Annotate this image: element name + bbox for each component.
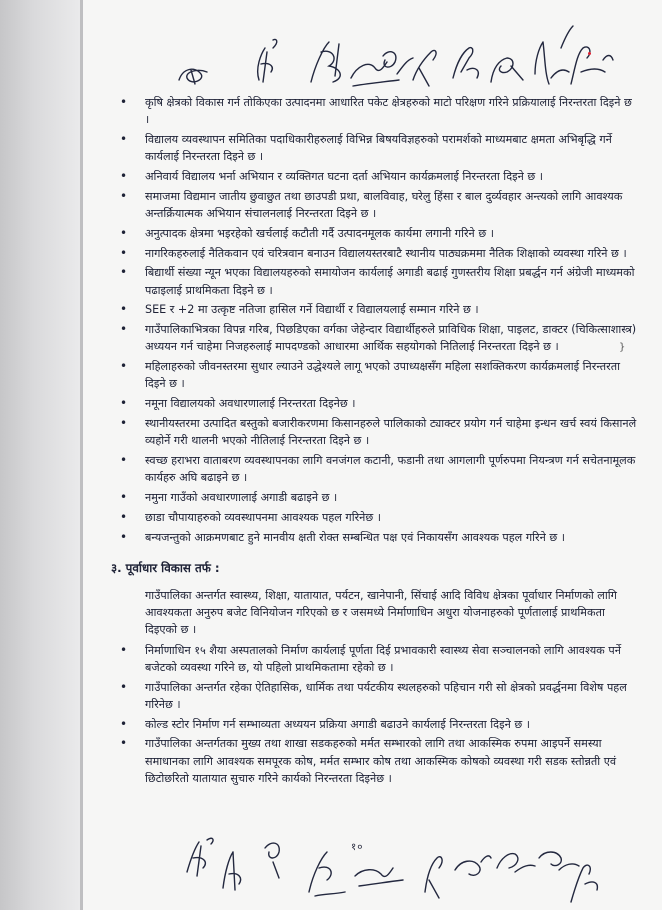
list-item: • अनुत्पादक क्षेत्रमा भइरहेको खर्चलाई कटौती गर्दै उत्पादनमूलक कार्यमा लगानी गरिने छ । [111,225,639,242]
document-page [83,0,662,910]
infrastructure-bullet-list [111,642,639,787]
list-item: • निर्माणाधिन १५ शैया अस्पतालको निर्माण कार्यलाई पूर्णता दिई प्रभावकारी स्वास्थ्य सेवा सञ्चालनको लागि आवश्यक पर्ने बजेटको व्यवस्था गरिने छ, यो पहिलो प्राथमिकतामा रहेको छ । [111,642,639,676]
list-item: • अनिवार्य विद्यालय भर्ना अभियान र व्यक्तिगत घटना दर्ता अभियान कार्यक्रमलाई निरन्तरता दिइने छ । [111,168,639,185]
section-number: ३. [111,560,122,575]
list-item: • कोल्ड स्टोर निर्माण गर्न सम्भाव्यता अध्ययन प्रक्रिया अगाडी बढाउने कार्यलाई निरन्तरता दिइने छ । [111,716,639,733]
list-item: • समाजमा विद्यमान जातीय छुवाछुत तथा छाउपडी प्रथा, बालविवाह, घरेलु हिंसा र बाल दुर्व्यवहार अन्त्यको लागि आवश्यक अन्तर्क्रियात्मक अभियान संचालनलाई निरन्तरता दिइने छ । [111,188,639,222]
signatures-bottom [83,818,662,910]
list-item: • महिलाहरुको जीवनस्तरमा सुधार ल्याउने उद्धेश्यले लागू भएको उपाध्यक्षसँग महिला सशक्तिकरण कार्यक्रमलाई निरन्तरता दिइने छ । [111,358,639,392]
list-item: • नमूना विद्यालयको अवधारणालाई निरन्तरता दिइनेछ । [111,395,639,412]
signatures-top [83,8,662,98]
page-number: १० [351,842,364,853]
ink-dot [588,52,591,55]
list-item: • SEE र +2 मा उत्कृष्ट नतिजा हासिल गर्ने विद्यार्थी र विद्यालयलाई सम्मान गरिने छ । [111,301,639,318]
list-item: • गाउँपालिका अन्तर्गतका मुख्य तथा शाखा सडकहरुको मर्मत सम्भारको लागि तथा आकस्मिक रुपमा आइपर्ने समस्या समाधानका लागि आवश्यक समपूरक कोष, मर्मत सम्भार कोष तथा आकस्मिक कोषको व्यवस्था गरी सडक स्तोन्नती एवं छिटोछरितो यातायात सुचारु गरिने कार्यको निरन्तरता दिइनेछ । [111,735,639,787]
list-item: • गाउँपालिकाभित्रका विपन्न गरिब, पिछडिएका वर्गका जेहेन्दार विद्यार्थीहरुले प्राविधिक शिक्षा, पाइलट, डाक्टर (चिकित्साशास्त्र) अध्ययन गर्न चाहेमा निजहरुलाई मापदण्डको आधारमा आर्थिक सहयोगको नितिलाई निरन्तरता दिइने छ । [111,321,639,355]
list-item: • बिद्यार्थी संख्या न्यून भएका विद्यालयहरुको समायोजन कार्यलाई अगाडी बढाई गुणस्तरीय शिक्षा प्रबर्द्धन गर्न अंग्रेजी माध्यमको पढाइलाई प्राथमिकता दिइने छ । [111,264,639,298]
section-intro-paragraph: गाउँपालिका अन्तर्गत स्वास्थ्य, शिक्षा, यातायात, पर्यटन, खानेपानी, सिंचाई आदि विविध क्षेत्रका पूर्वाधार निर्माणको लागि आवश्यकता अनुरुप बजेट विनियोजन गरिएको छ र जसमध्ये निर्माणाधिन अधुरा योजनाहरुको पूर्णतालाई प्राथमिकता दिइएको छ । [145,588,617,637]
list-item: • नमुना गाउँको अवधारणालाई अगाडी बढाइने छ । [111,489,639,506]
list-item: • विद्यालय व्यवस्थापन समितिका पदाधिकारीहरुलाई विभिन्न बिषयविज्ञहरुको परामर्शको माध्यमबाट क्षमता अभिबृद्धि गर्ने कार्यलाई निरन्तरता दिइने छ । [111,131,639,165]
margin-bracket-mark: } [619,342,626,353]
policy-bullet-list [111,94,639,546]
list-item: • स्वच्छ हराभरा वाताबरण व्यवस्थापनका लागि वनजंगल कटानी, फडानी तथा आगलागी पूर्णरुपमा नियन्त्रण गर्न सचेतनामूलक कार्यहरु अघि बढाइने छ । [111,452,639,486]
list-item: • गाउँपालिका अन्तर्गत रहेका ऐतिहासिक, धार्मिक तथा पर्यटकीय स्थलहरुको पहिचान गरी सो क्षेत्रको प्रवर्द्धनमा विशेष पहल गरिनेछ । [111,679,639,713]
section-title: पूर्वाधार विकास तर्फ : [125,560,220,575]
list-item: • बन्यजन्तुको आक्रमणबाट हुने मानवीय क्षती रोक्त सम्बन्धित पक्ष एवं निकायसँग आवश्यक पहल गरिने छ । [111,529,639,546]
list-item: • कृषि क्षेत्रको विकास गर्न तोकिएका उत्पादनमा आधारित पकेट क्षेत्रहरुको माटो परिक्षण गरिने प्रक्रियालाई निरन्तरता दिइने छ । [111,94,639,128]
list-item: • छाडा चौपायाहरुको व्यवस्थापनमा आवश्यक पहल गरिनेछ । [111,509,639,526]
section-heading [111,560,639,577]
list-item: • स्थानीयस्तरमा उत्पादित बस्तुको बजारीकरणमा किसानहरुले पालिकाको ट्याक्टर प्रयोग गर्न चाहेमा इन्धन खर्च स्वयं किसानले व्यहोर्ने गरी थालनी भएको नीतिलाई निरन्तरता दिइने छ । [111,415,639,449]
list-item: • नागरिकहरुलाई नैतिकवान एवं चरित्रवान बनाउन विद्यालयस्तरबाटै स्थानीय पाठ्यक्रममा नैतिक शिक्षाको व्यवस्था गरिने छ । [111,245,639,262]
scan-gutter-shadow [0,0,82,910]
document-body [111,94,639,790]
